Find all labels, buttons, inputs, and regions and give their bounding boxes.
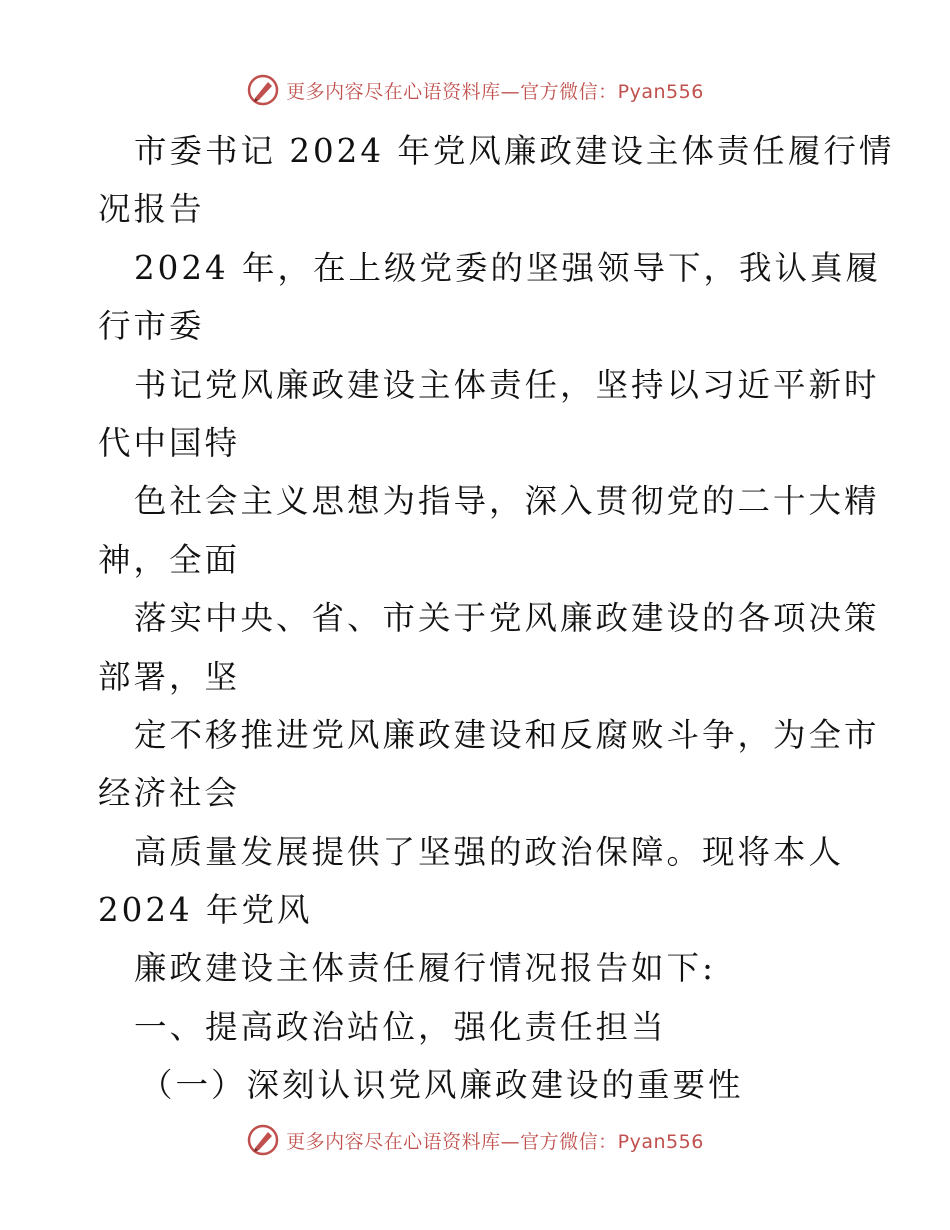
footer-banner-text: 更多内容尽在心语资料库—官方微信：Pyan556 bbox=[286, 1130, 704, 1153]
title-line-2: 况报告 bbox=[98, 190, 205, 229]
header-banner-text: 更多内容尽在心语资料库—官方微信：Pyan556 bbox=[286, 80, 704, 103]
paragraph-line: 定不移推进党风廉政建设和反腐败斗争，为全市 bbox=[134, 715, 880, 754]
pen-logo-icon bbox=[246, 1123, 280, 1157]
paragraph-line: 神，全面 bbox=[98, 540, 241, 579]
paragraph-line: 部署，坚 bbox=[98, 657, 241, 696]
paragraph-line: 高质量发展提供了坚强的政治保障。现将本人 bbox=[134, 832, 845, 871]
title-line-1: 市委书记 2024 年党风廉政建设主体责任履行情 bbox=[134, 132, 895, 170]
paragraph-line: 行市委 bbox=[98, 307, 205, 346]
paragraph-line: 2024 年党风 bbox=[98, 891, 313, 930]
subsection-heading: （一）深刻认识党风廉政建设的重要性 bbox=[140, 1066, 744, 1105]
paragraph-line: 代中国特 bbox=[98, 423, 241, 462]
header-banner bbox=[0, 70, 950, 110]
footer-banner bbox=[0, 1120, 950, 1160]
paragraph-line: 经济社会 bbox=[98, 774, 241, 813]
paragraph-line: 廉政建设主体责任履行情况报告如下: bbox=[134, 949, 716, 988]
pen-logo-icon bbox=[246, 73, 280, 107]
paragraph-line: 书记党风廉政建设主体责任，坚持以习近平新时 bbox=[134, 365, 880, 404]
paragraph-line: 2024 年，在上级党委的坚强领导下，我认真履 bbox=[134, 248, 882, 287]
section-heading: 一、提高政治站位，强化责任担当 bbox=[134, 1007, 667, 1046]
paragraph-line: 落实中央、省、市关于党风廉政建设的各项决策 bbox=[134, 599, 880, 638]
paragraph-line: 色社会主义思想为指导，深入贯彻党的二十大精 bbox=[134, 482, 880, 521]
document-body bbox=[98, 122, 895, 1115]
